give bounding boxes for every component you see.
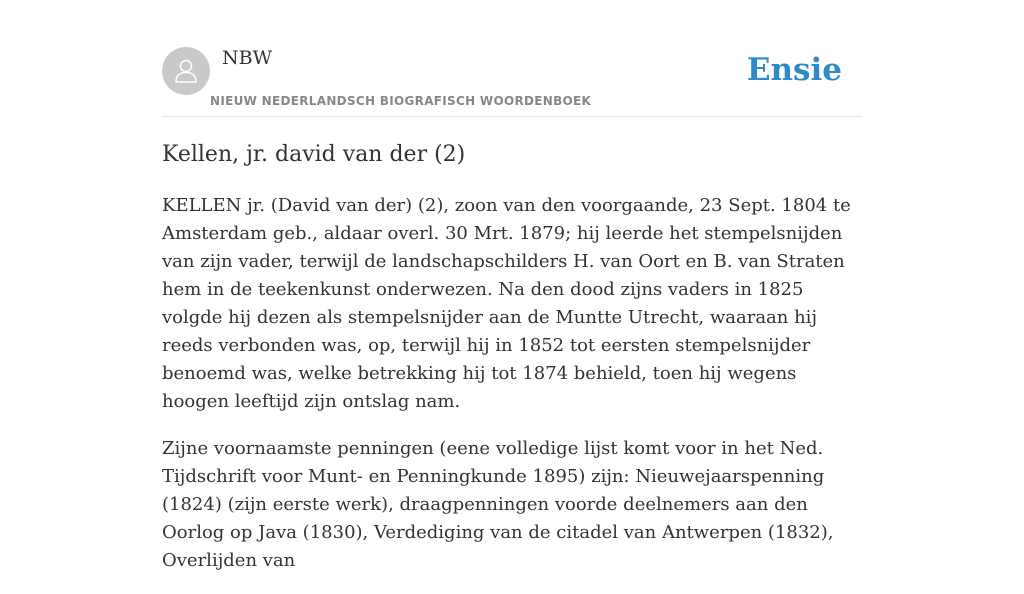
article-container [162,0,862,571]
avatar[interactable] [162,47,210,95]
header [162,0,862,117]
article-title: Kellen, jr. david van der (2) [162,142,466,167]
user-icon [171,56,201,86]
brand-logo[interactable]: Ensie [746,52,842,88]
source-subtitle: NIEUW NEDERLANDSCH BIOGRAFISCH WOORDENBOEK [210,94,592,108]
source-name[interactable]: NBW [222,47,273,69]
article-body [162,192,862,594]
article-paragraph: KELLEN jr. (David van der) (2), zoon van den voorgaande, 23 Sept. 1804 te Amsterdam geb., aldaar overl. 30 Mrt. 1879; hij leerde het stempelsnijden van zijn vader, terwijl de landschapschilders H. van Oort en B. van Straten hem in de teekenkunst onderwezen. Na den dood zijns vaders in 1825 volgde hij dezen als stempelsnijder aan de Muntte Utrecht, waaraan hij reeds verbonden was, op, terwijl hij in 1852 tot eersten stempelsnijder benoemd was, welke betrekking hij tot 1874 behield, toen hij wegens hoogen leeftijd zijn ontslag nam. [162,195,851,412]
article-paragraph: Zijne voornaamste penningen (eene volledige lijst komt voor in het Ned. Tijdschrift voor Munt- en Penningkunde 1895) zijn: Nieuwejaarspenning (1824) (zijn eerste werk), draagpenningen voorde deelnemers aan den Oorlog op Java (1830), Verdediging van de citadel van Antwerpen (1832), Overlijden van [162,438,834,571]
